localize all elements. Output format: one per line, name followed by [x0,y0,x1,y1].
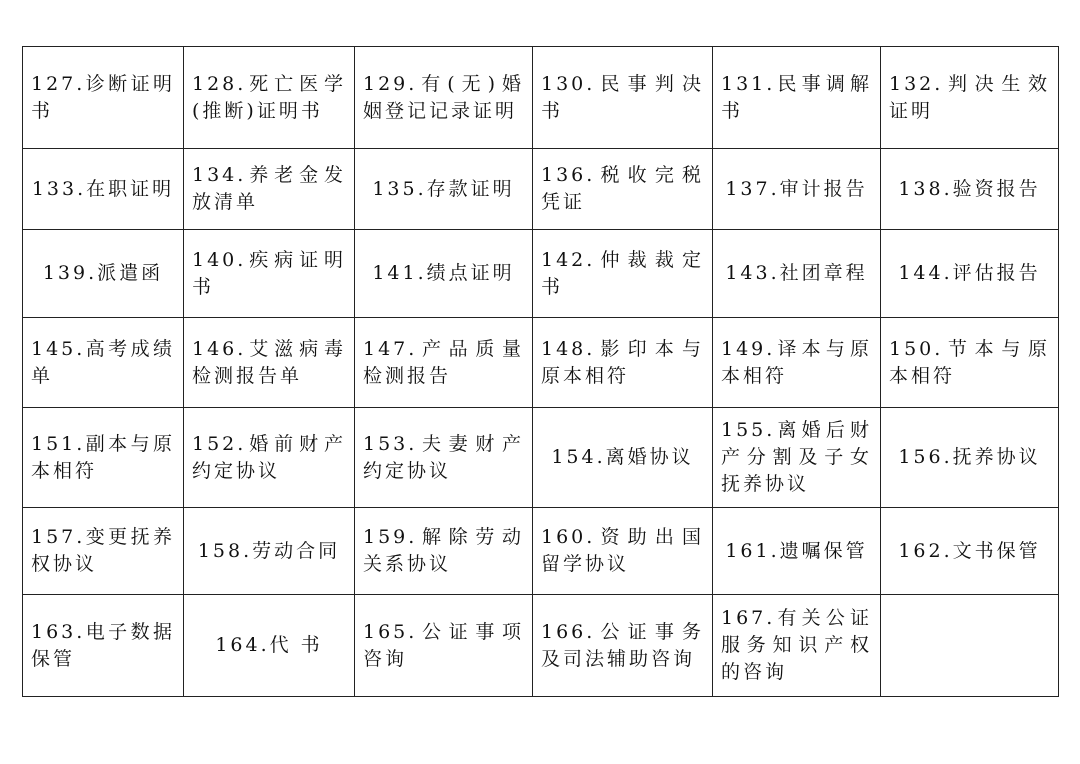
table-cell: 140.疾病证明书 [184,230,355,318]
table-cell: 151.副本与原本相符 [23,408,184,508]
table-cell: 164.代 书 [184,595,355,697]
table-cell: 152.婚前财产约定协议 [184,408,355,508]
table-cell: 146.艾滋病毒检测报告单 [184,318,355,408]
table-cell: 161.遗嘱保管 [713,508,881,595]
table-cell: 132.判决生效证明 [881,47,1059,149]
table-cell: 159.解除劳动关系协议 [355,508,533,595]
table-cell: 148.影印本与原本相符 [533,318,713,408]
service-table-container [22,46,1059,697]
table-cell: 129.有(无)婚姻登记记录证明 [355,47,533,149]
table-cell: 139.派遣函 [23,230,184,318]
table-cell: 143.社团章程 [713,230,881,318]
table-cell: 133.在职证明 [23,149,184,230]
table-cell: 134.养老金发放清单 [184,149,355,230]
table-cell: 141.绩点证明 [355,230,533,318]
table-cell: 135.存款证明 [355,149,533,230]
table-cell: 149.译本与原本相符 [713,318,881,408]
table-row [23,408,1059,508]
table-cell: 163.电子数据保管 [23,595,184,697]
table-cell: 128.死亡医学(推断)证明书 [184,47,355,149]
table-cell: 130.民事判决书 [533,47,713,149]
table-cell [881,595,1059,697]
table-cell: 137.审计报告 [713,149,881,230]
table-cell: 131.民事调解书 [713,47,881,149]
table-cell: 144.评估报告 [881,230,1059,318]
table-body [23,47,1059,697]
table-cell: 158.劳动合同 [184,508,355,595]
table-cell: 138.验资报告 [881,149,1059,230]
table-cell: 156.抚养协议 [881,408,1059,508]
table-cell: 147.产品质量检测报告 [355,318,533,408]
table-cell: 145.高考成绩单 [23,318,184,408]
table-row [23,318,1059,408]
table-cell: 142.仲裁裁定书 [533,230,713,318]
table-cell: 136.税收完税凭证 [533,149,713,230]
table-cell: 160.资助出国留学协议 [533,508,713,595]
table-cell: 155.离婚后财产分割及子女抚养协议 [713,408,881,508]
table-cell: 153.夫妻财产约定协议 [355,408,533,508]
table-cell: 154.离婚协议 [533,408,713,508]
table-cell: 165.公证事项咨询 [355,595,533,697]
table-cell: 127.诊断证明书 [23,47,184,149]
table-cell: 166.公证事务及司法辅助咨询 [533,595,713,697]
table-cell: 157.变更抚养权协议 [23,508,184,595]
table-cell: 162.文书保管 [881,508,1059,595]
table-row [23,47,1059,149]
table-row [23,230,1059,318]
table-row [23,149,1059,230]
notary-service-table [22,46,1059,697]
table-cell: 167.有关公证服务知识产权的咨询 [713,595,881,697]
table-cell: 150.节本与原本相符 [881,318,1059,408]
table-row [23,595,1059,697]
table-row [23,508,1059,595]
